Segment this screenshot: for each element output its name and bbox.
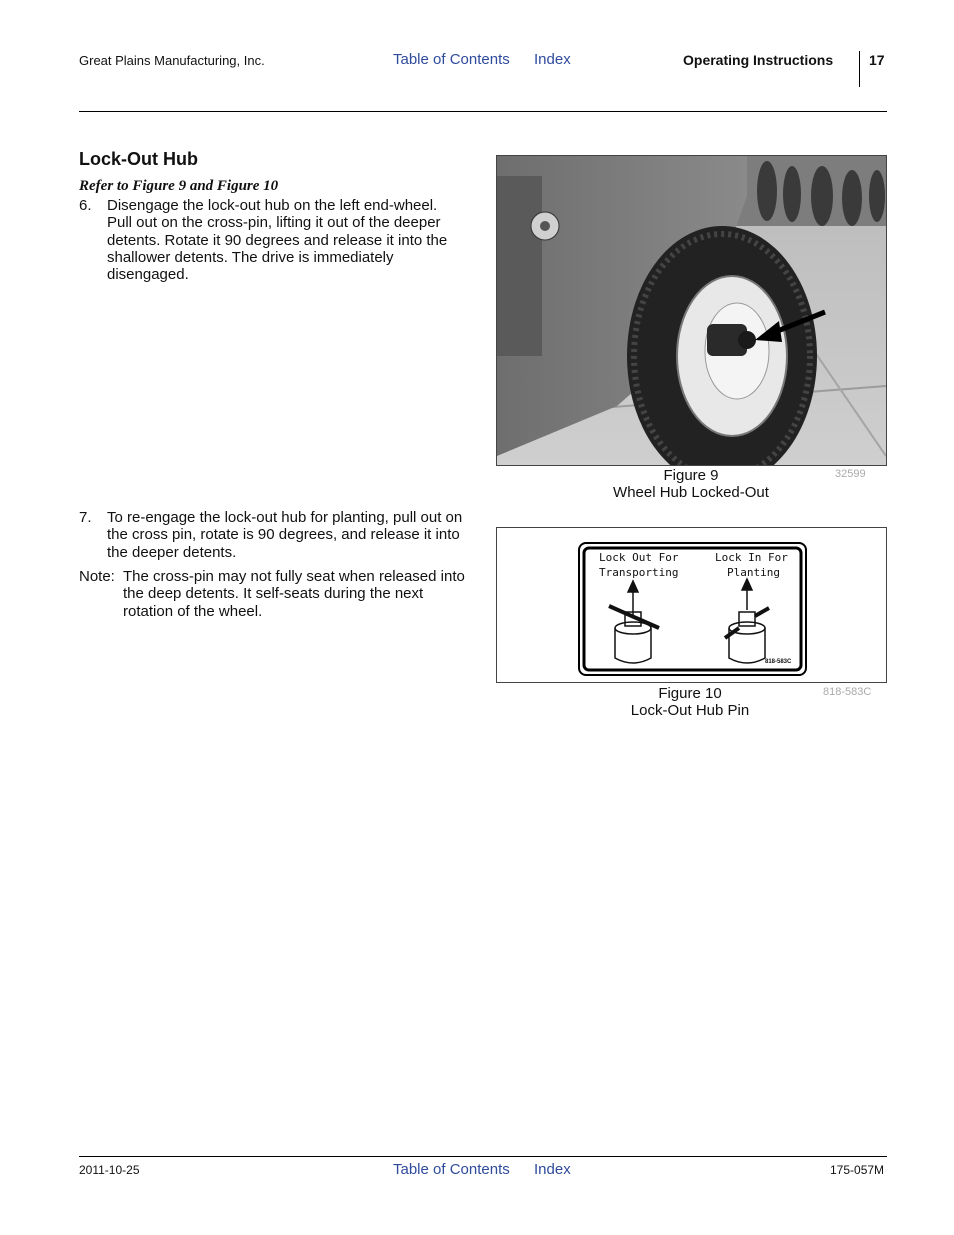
step-number: 7.	[79, 509, 92, 526]
footer-rule	[79, 1156, 887, 1157]
decal-right-line2: Planting	[727, 566, 780, 579]
figure-caption: Wheel Hub Locked-Out	[613, 484, 769, 501]
step-text: Disengage the lock-out hub on the left end-wheel. Pull out on the cross-pin, lifting it out of the deeper detents. Rotate it 90 degrees and release it into the shallower detents. The drive is immediately disengaged.	[107, 197, 448, 284]
figure-number: Figure 9	[663, 467, 719, 484]
header-rule	[79, 111, 887, 112]
wheel-hub-photo	[497, 156, 886, 465]
figure-caption: Lock-Out Hub Pin	[630, 702, 750, 719]
note-label: Note:	[79, 568, 115, 585]
decal-left-line1: Lock Out For	[599, 551, 679, 564]
note-text: The cross-pin may not fully seat when released into the deep detents. It self-seats during the next rotation of the wheel.	[123, 568, 465, 620]
decal-part-number: 818-583C	[765, 659, 792, 665]
decal-right-line1: Lock In For	[715, 551, 788, 564]
decal-left-line2: Transporting	[599, 566, 679, 579]
page-heading: Lock-Out Hub	[79, 149, 198, 169]
figure-number: Figure 10	[658, 685, 722, 702]
figure-9-id: 32599	[835, 468, 866, 480]
footer-doc-number: 175-057M	[830, 1163, 885, 1177]
footer-index-link[interactable]: Index	[534, 1161, 571, 1178]
header-index-link[interactable]: Index	[534, 51, 571, 68]
page-number: 17	[869, 52, 885, 68]
step-number: 6.	[79, 197, 92, 214]
footer-toc-link[interactable]: Table of Contents	[393, 1161, 510, 1178]
company-name: Great Plains Manufacturing, Inc.	[79, 53, 265, 68]
figure-10-decal	[496, 527, 887, 683]
figure-reference: Refer to Figure 9 and Figure 10	[79, 178, 279, 194]
header-toc-link[interactable]: Table of Contents	[393, 51, 510, 68]
header-divider	[859, 51, 860, 87]
figure-9-photo	[496, 155, 887, 466]
footer-date: 2011-10-25	[79, 1163, 140, 1177]
section-title: Operating Instructions	[683, 52, 834, 68]
figure-9-caption	[496, 467, 886, 501]
step-text: To re-engage the lock-out hub for planting, pull out on the cross pin, rotate is 90 degrees, and release it into the deeper detents.	[107, 509, 463, 561]
figure-10-id: 818-583C	[823, 686, 872, 698]
lock-out-decal	[497, 528, 886, 682]
